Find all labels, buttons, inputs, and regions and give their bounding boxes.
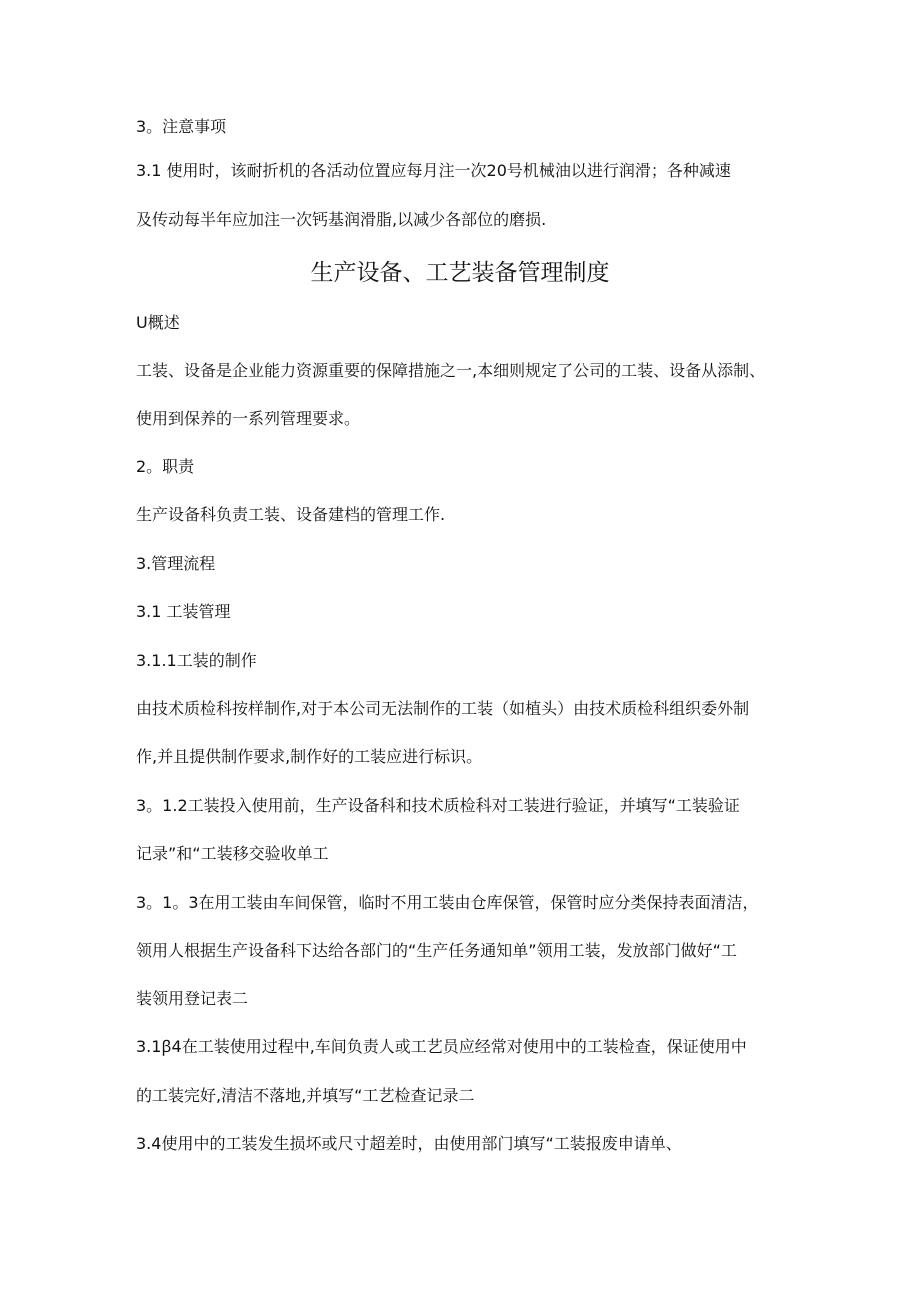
paragraph-line: 记录”和“工装移交验收单工	[136, 844, 329, 863]
section-heading-process: 3.管理流程	[136, 554, 216, 573]
section-heading-duties: 2。职责	[136, 457, 195, 476]
paragraph-line: 领用人根据生产设备科下达给各部门的“生产任务通知单”领用工装，发放部门做好“工	[136, 941, 737, 960]
paragraph-line: 生产设备科负责工装、设备建档的管理工作.	[136, 505, 446, 524]
subsection-heading: 3.1 工装管理	[136, 602, 231, 621]
section-heading-precautions: 3。注意事项	[136, 117, 227, 136]
paragraph-line: 由技术质检科按样制作,对于本公司无法制作的工装（如植头）由技术质检科组织委外制	[136, 699, 750, 718]
paragraph-line: 作,并且提供制作要求,制作好的工装应进行标识。	[136, 747, 483, 766]
paragraph-line: 的工装完好,清洁不落地,并填写“工艺检查记录二	[136, 1086, 475, 1105]
paragraph-line: 3.1ꞵ4在工装使用过程中,车间负责人或工艺员应经常对使用中的工装检查，保证使用中	[136, 1037, 747, 1056]
paragraph-line: 3。1。3在用工装由车间保管，临时不用工装由仓库保管，保管时应分类保持表面清洁，	[136, 893, 759, 912]
paragraph-line: 3.1 使用时，该耐折机的各活动位置应每月注一次20号机械油以进行润滑；各种减速	[136, 161, 731, 180]
paragraph-line: 及传动每半年应加注一次钙基润滑脂,以减少各部位的磨损.	[136, 210, 547, 229]
paragraph-line: 3。1.2工装投入使用前，生产设备科和技术质检科对工装进行验证，并填写“工装验证	[136, 796, 740, 815]
paragraph-line: 装领用登记表二	[136, 989, 249, 1008]
document-title: 生产设备、工艺装备管理制度	[310, 260, 610, 286]
section-heading-overview: U概述	[136, 313, 180, 332]
paragraph-line: 工装、设备是企业能力资源重要的保障措施之一,本细则规定了公司的工装、设备从添制、	[136, 361, 766, 380]
paragraph-line: 3.4使用中的工装发生损坏或尺寸超差时，由使用部门填写“工装报废申请单、	[136, 1134, 682, 1153]
subsection-heading: 3.1.1工装的制作	[136, 651, 257, 670]
paragraph-line: 使用到保养的一系列管理要求。	[136, 409, 361, 428]
